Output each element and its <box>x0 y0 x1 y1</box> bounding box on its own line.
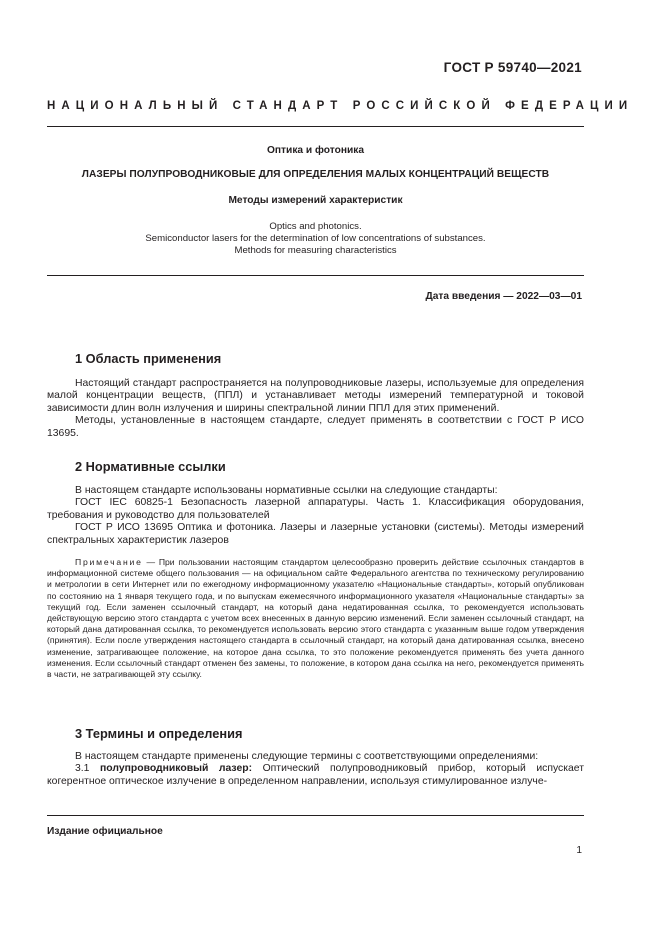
document-subject: Оптика и фотоника <box>266 145 365 156</box>
introduction-date: Дата введения — 2022—03—01 <box>425 291 582 302</box>
section-2-reference-1: ГОСТ IEC 60825-1 Безопасность лазерной аппаратуры. Часть 1. Классификация оборудования, требования и руководство для пользователей <box>47 497 584 521</box>
section-3-body <box>47 751 584 788</box>
term-3-1 <box>47 763 584 788</box>
section-1-paragraph-2: Методы, установленные в настоящем стандарте, следует применять в соответствии с ГОСТ Р ИСО 13695. <box>47 415 584 439</box>
footer-divider <box>47 815 584 816</box>
note-text: — При пользовании настоящим стандартом целесообразно проверить действие ссылочных стандартов в информационной системе общего пользования — на официальном сайте Федерального агентства по техническому регулированию и метрологии в сети Интернет или по ежегодному информационному указателю «Национальные стандарты», который опубликован по состоянию на 1 января текущего года, и по выпускам ежемесячного информационного указателя «Национальные стандарты» за текущий год. Если заменен ссылочный стандарт, на который дана недатированная ссылка, то рекомендуется использовать действующую версию этого стандарта с учетом всех внесенных в данную версию изменений. Если заменен ссылочный стандарт, на который дана датированная ссылка, то рекомендуется использовать версию этого стандарта с указанным выше годом утверждения (принятия). Если после утверждения настоящего стандарта в ссылочный стандарт, на который дана датированная ссылка, внесено изменение, затрагивающее положение, на которое дана ссылка, то это положение рекомендуется применять без учета данного изменения. Если ссылочный стандарт отменен без замены, то положение, в котором дана ссылка на него, рекомендуется применять в части, не затрагивающей эту ссылку. <box>47 557 584 680</box>
term-definition: Оптический полупроводниковый прибор, который испускает когерентное оптическое излучение в определенном направлении, используя стимулированное излуче- <box>47 763 584 787</box>
section-2-paragraph-1: В настоящем стандарте использованы нормативные ссылки на следующие стандарты: <box>75 485 498 496</box>
term-name: полупроводниковый лазер: <box>100 763 253 775</box>
term-number: 3.1 <box>75 763 90 775</box>
document-title: ЛАЗЕРЫ ПОЛУПРОВОДНИКОВЫЕ ДЛЯ ОПРЕДЕЛЕНИЯ МАЛЫХ КОНЦЕНТРАЦИЙ ВЕЩЕСТВ <box>81 169 550 180</box>
english-title-line-2: Semiconductor lasers for the determination of low concentrations of substances. <box>145 233 486 244</box>
section-1-paragraph-1: Настоящий стандарт распространяется на полупроводниковые лазеры, используемые для определения малой концентрации веществ, (ППЛ) и устанавливает методы измерений температурной и токовой зависимости длин волн излучения и ширины спектральной линии ППЛ для этих применений. <box>47 378 584 414</box>
note-label: Примечание <box>75 557 143 567</box>
english-title-line-3: Methods for measuring characteristics <box>234 245 397 256</box>
section-2-note <box>47 557 584 680</box>
official-edition-label: Издание официальное <box>47 826 163 837</box>
national-standard-heading: НАЦИОНАЛЬНЫЙ СТАНДАРТ РОССИЙСКОЙ ФЕДЕРАЦИИ <box>47 100 634 112</box>
section-1-body <box>47 378 584 440</box>
section-2-heading: 2 Нормативные ссылки <box>75 459 226 474</box>
english-title-line-1: Optics and photonics. <box>269 221 362 232</box>
gost-number: ГОСТ Р 59740—2021 <box>443 60 582 75</box>
section-3-paragraph-1: В настоящем стандарте применены следующие термины с соответствующими определениями: <box>75 751 539 762</box>
top-divider <box>47 126 584 127</box>
section-2-reference-2: ГОСТ Р ИСО 13695 Оптика и фотоника. Лазеры и лазерные установки (системы). Методы измерений спектральных характеристик лазеров <box>47 522 584 546</box>
section-2-body <box>47 485 584 547</box>
page-number: 1 <box>576 845 582 856</box>
english-title <box>47 221 584 257</box>
section-3-heading: 3 Термины и определения <box>75 726 243 741</box>
document-subtitle: Методы измерений характеристик <box>228 195 403 206</box>
title-divider <box>47 275 584 276</box>
section-1-heading: 1 Область применения <box>75 351 222 366</box>
